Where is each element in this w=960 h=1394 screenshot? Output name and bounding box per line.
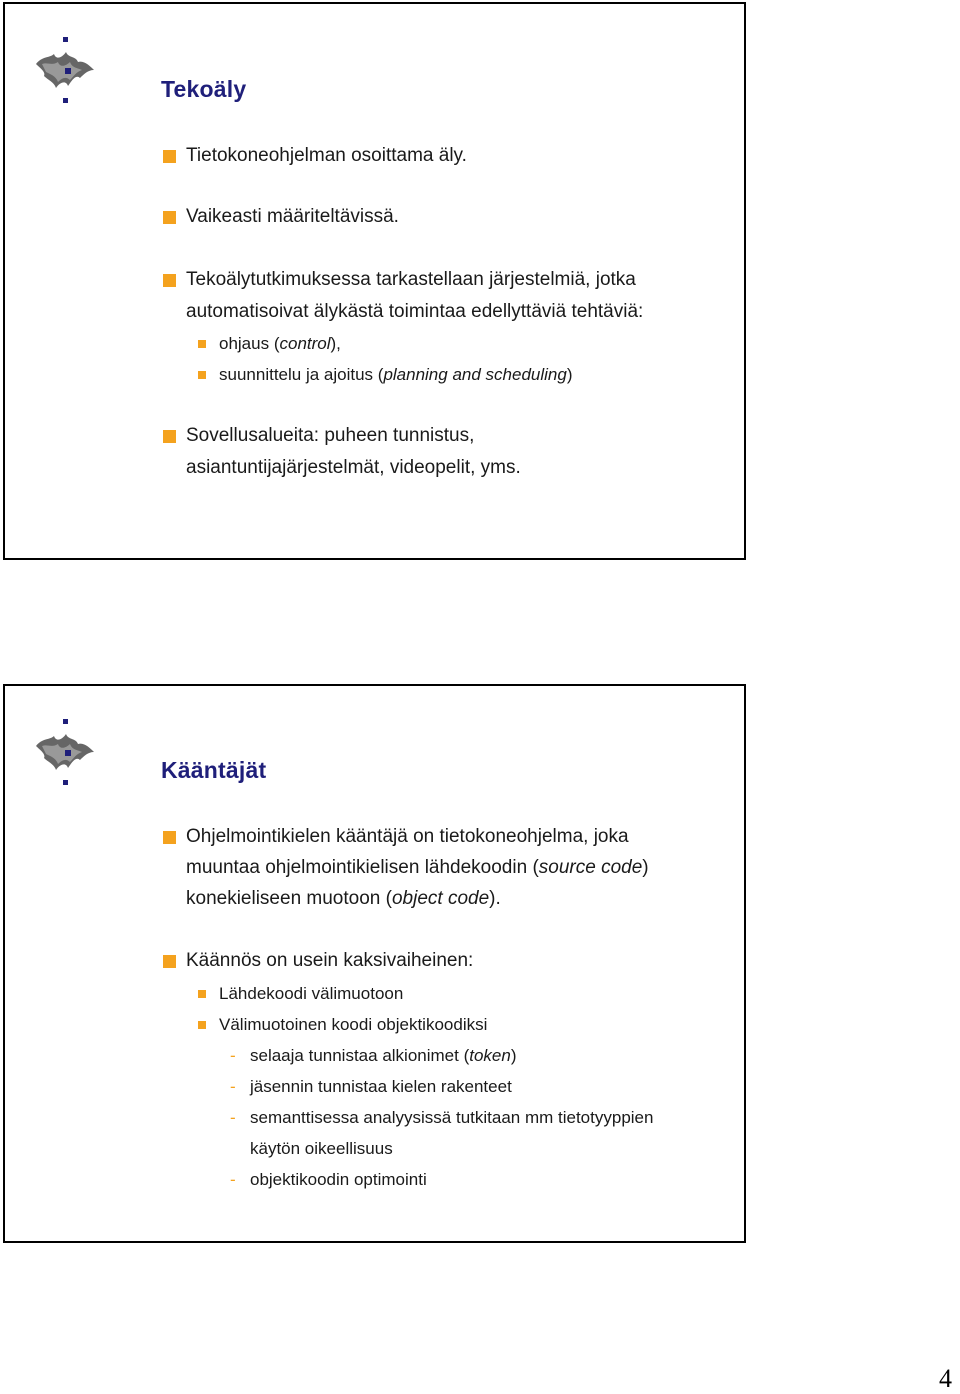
square-bullet-icon	[163, 955, 176, 968]
small-square-bullet-icon	[198, 371, 206, 379]
dash-bullet: -	[230, 1108, 236, 1127]
dash-bullet: -	[230, 1170, 236, 1189]
square-bullet-icon	[163, 150, 176, 163]
university-flame-logo-icon	[32, 716, 98, 788]
square-bullet-icon	[163, 274, 176, 287]
square-bullet-icon	[163, 211, 176, 224]
dash-bullet: -	[230, 1046, 236, 1065]
small-square-bullet-icon	[198, 990, 206, 998]
slide-title: Tekoäly	[161, 76, 247, 102]
slide-tekoaly: Tekoäly Tietokoneohjelman osoittama äly. Vaikeasti määriteltävissä. Tekoälytutkimuksessa tarkastellaan järjestelmiä, jotka automatisoivat älykästä toimintaa edellyttäviä tehtäviä: ohjaus (control), suunnittelu ja ajoitus (planning and scheduling) Sovellusalueita: puheen tunnistus, asiantuntijajärjestelmät, videopelit, yms.	[3, 2, 746, 560]
small-square-bullet-icon	[198, 1021, 206, 1029]
university-flame-logo-icon	[32, 34, 98, 106]
slide-title: Kääntäjät	[161, 757, 267, 783]
slide-kaantajat: Kääntäjät Ohjelmointikielen kääntäjä on tietokoneohjelma, joka muuntaa ohjelmointikielisen lähdekoodin (source code) konekieliseen muotoon (object code). Käännös on usein kaksivaiheinen: Lähdekoodi välimuotoon Välimuotoinen koodi objektikoodiksi - selaaja tunnistaa alkionimet (token) - jäsennin tunnistaa kielen rakenteet - semanttisessa analyysissä tutkitaan mm tietotyyppien käytön oikeellisuus - objektikoodin optimointi	[3, 684, 746, 1243]
square-bullet-icon	[163, 831, 176, 844]
square-bullet-icon	[163, 430, 176, 443]
dash-bullet: -	[230, 1077, 236, 1096]
small-square-bullet-icon	[198, 340, 206, 348]
page-number: 4	[939, 1364, 952, 1393]
